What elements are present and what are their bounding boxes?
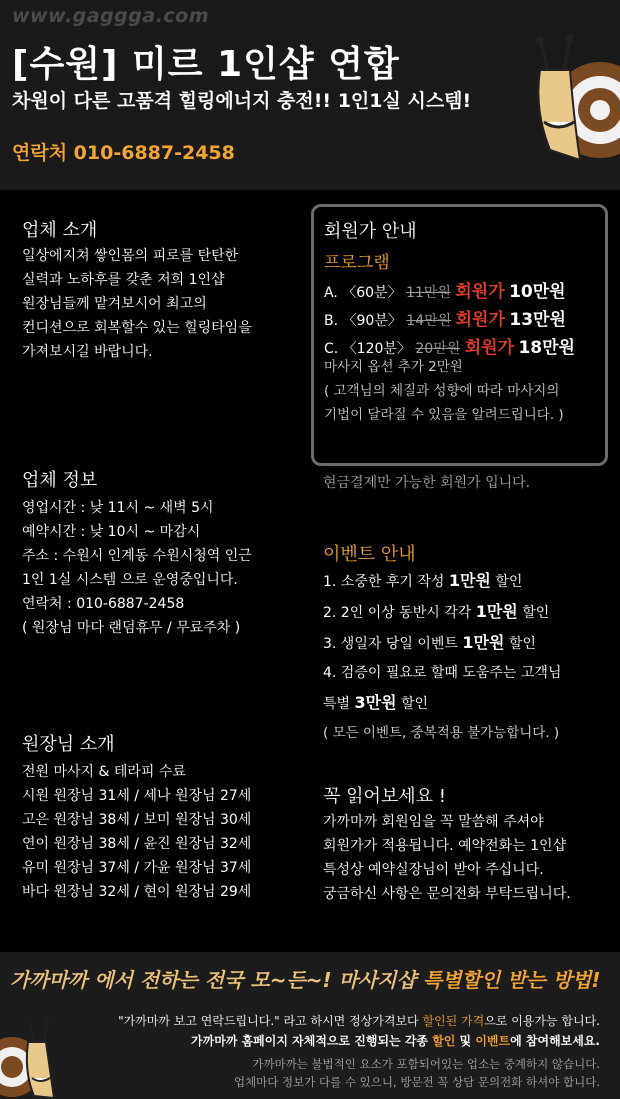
member-price: 10만원 bbox=[509, 282, 566, 302]
banner-line-1: "가까마까 보고 연락드립니다." 라고 하시면 정상가격보다 할인된 가격으로 이용가능 합니다. bbox=[118, 1014, 600, 1028]
member-price-label: 회원가 bbox=[464, 338, 514, 358]
pricing-title: 회원가 안내 bbox=[324, 221, 417, 242]
readme-line: 궁금하신 사항은 문의전화 부탁드립니다. bbox=[323, 886, 571, 902]
staff-text bbox=[22, 760, 251, 904]
info-text bbox=[22, 496, 252, 640]
info-line: 1인 1실 시스템 으로 운영중입니다. bbox=[22, 572, 238, 588]
member-price-label: 회원가 bbox=[455, 310, 505, 330]
event-item: 2. 2인 이상 동반시 각각 1만원 할인 bbox=[323, 602, 550, 621]
intro-line: 실력과 노하후를 갖춘 저희 1인샵 bbox=[22, 272, 225, 288]
info-line: 예약시간 : 낮 10시 ~ 마감시 bbox=[22, 524, 201, 540]
pricing-note: 기법이 달라질 수 있음을 알려드립니다. ) bbox=[324, 407, 564, 423]
cash-only-note: 현금결제만 가능한 회원가 입니다. bbox=[323, 475, 531, 491]
event-item: 3. 생일자 당일 이벤트 1만원 할인 bbox=[323, 633, 536, 652]
staff-line: 연이 원장님 38세 / 윤진 원장님 32세 bbox=[22, 836, 252, 852]
staff-title: 원장님 소개 bbox=[22, 734, 115, 755]
page-title: [수원] 미르 1인샵 연합 bbox=[12, 44, 400, 85]
banner-disclaimer-2: 업체마다 정보가 다를 수 있으니, 방문전 꼭 상담 문의전화 하셔야 합니다. bbox=[233, 1075, 600, 1089]
header-contact[interactable]: 연락처 010-6887-2458 bbox=[12, 142, 235, 164]
info-line: 영업시간 : 낮 11시 ~ 새벽 5시 bbox=[22, 500, 214, 516]
readme-title: 꼭 읽어보세요 ! bbox=[323, 786, 446, 807]
readme-line: 가까마까 회원임을 꼭 말씀해 주셔야 bbox=[323, 814, 544, 830]
events-footnote: ( 모든 이벤트, 중복적용 불가능합니다. ) bbox=[323, 725, 560, 741]
course-name: B. 〈90분〉 bbox=[324, 313, 402, 329]
member-price: 13만원 bbox=[509, 310, 566, 330]
readme-line: 특성상 예약실장님이 받아 주십니다. bbox=[323, 862, 544, 878]
info-line: ( 원장님 마다 랜덤휴무 / 무료주차 ) bbox=[22, 620, 241, 636]
event-item: 특별 3만원 할인 bbox=[323, 693, 429, 712]
staff-line: 고은 원장님 38세 / 보미 원장님 30세 bbox=[22, 812, 252, 828]
event-item: 4. 검증이 필요로 할때 도움주는 고객님 bbox=[323, 665, 562, 681]
intro-line: 원장님들께 맡겨보시어 최고의 bbox=[22, 296, 207, 312]
pricing-note: ( 고객님의 체질과 성향에 따라 마사지의 bbox=[324, 383, 560, 399]
staff-line: 유미 원장님 37세 / 가윤 원장님 37세 bbox=[22, 860, 252, 876]
intro-title: 업체 소개 bbox=[22, 220, 98, 241]
snail-mascot-icon bbox=[530, 30, 620, 170]
price-row-b bbox=[324, 305, 566, 330]
course-name: C. 〈120분〉 bbox=[324, 341, 411, 357]
site-url[interactable]: www.gaggga.com bbox=[12, 5, 210, 27]
pricing-note: 마사지 옵션 추가 2만원 bbox=[324, 359, 463, 375]
readme-line: 회원가가 적용됩니다. 예약전화는 1인샵 bbox=[323, 838, 567, 854]
course-name: A. 〈60분〉 bbox=[324, 285, 402, 301]
staff-line: 바다 원장님 32세 / 현이 원장님 29세 bbox=[22, 884, 252, 900]
price-row-a bbox=[324, 277, 566, 302]
old-price: 11만원 bbox=[406, 285, 451, 301]
events-list bbox=[323, 566, 561, 748]
banner-line-2: 가까마까 홈페이지 자체적으로 진행되는 각종 할인 및 이벤트에 참여해보세요. bbox=[191, 1034, 600, 1048]
events-title: 이벤트 안내 bbox=[323, 544, 416, 565]
old-price: 14만원 bbox=[406, 313, 452, 329]
staff-line: 전원 마사지 & 테라피 수료 bbox=[22, 764, 186, 780]
banner-headline: 가까마까 에서 전하는 전국 모~든~! 마사지샵 특별할인 받는 방법! bbox=[10, 968, 601, 992]
intro-line: 컨디션으로 회복할수 있는 힐링타임을 bbox=[22, 320, 252, 336]
program-label: 프로그램 bbox=[324, 253, 390, 273]
intro-line: 일상에지쳐 쌓인몸의 피로를 탄탄한 bbox=[22, 248, 239, 264]
event-item: 1. 소중한 후기 작성 1만원 할인 bbox=[323, 571, 523, 590]
bottom-banner bbox=[0, 952, 620, 1099]
info-title: 업체 정보 bbox=[22, 470, 98, 491]
member-price-label: 회원가 bbox=[455, 282, 505, 302]
pricing-notes bbox=[324, 355, 564, 427]
pricing-box bbox=[311, 204, 608, 466]
header bbox=[0, 0, 620, 190]
info-phone[interactable]: 연락처 : 010-6887-2458 bbox=[22, 596, 185, 612]
snail-mascot-small-icon bbox=[0, 1012, 60, 1099]
intro-text bbox=[22, 244, 252, 364]
member-price: 18만원 bbox=[518, 338, 575, 358]
page-subtitle: 차원이 다른 고품격 힐링에너지 충전!! 1인1실 시스템! bbox=[12, 90, 472, 112]
banner-disclaimer-1: 가까마까는 불법적인 요소가 포함되어있는 업소는 중계하지 않습니다. bbox=[252, 1057, 600, 1071]
readme-text bbox=[323, 810, 571, 906]
staff-line: 시원 원장님 31세 / 세나 원장님 27세 bbox=[22, 788, 252, 804]
old-price: 20만원 bbox=[415, 341, 461, 357]
intro-line: 가져보시길 바랍니다. bbox=[22, 344, 153, 360]
info-line: 주소 : 수원시 인계동 수원시청역 인근 bbox=[22, 548, 252, 564]
